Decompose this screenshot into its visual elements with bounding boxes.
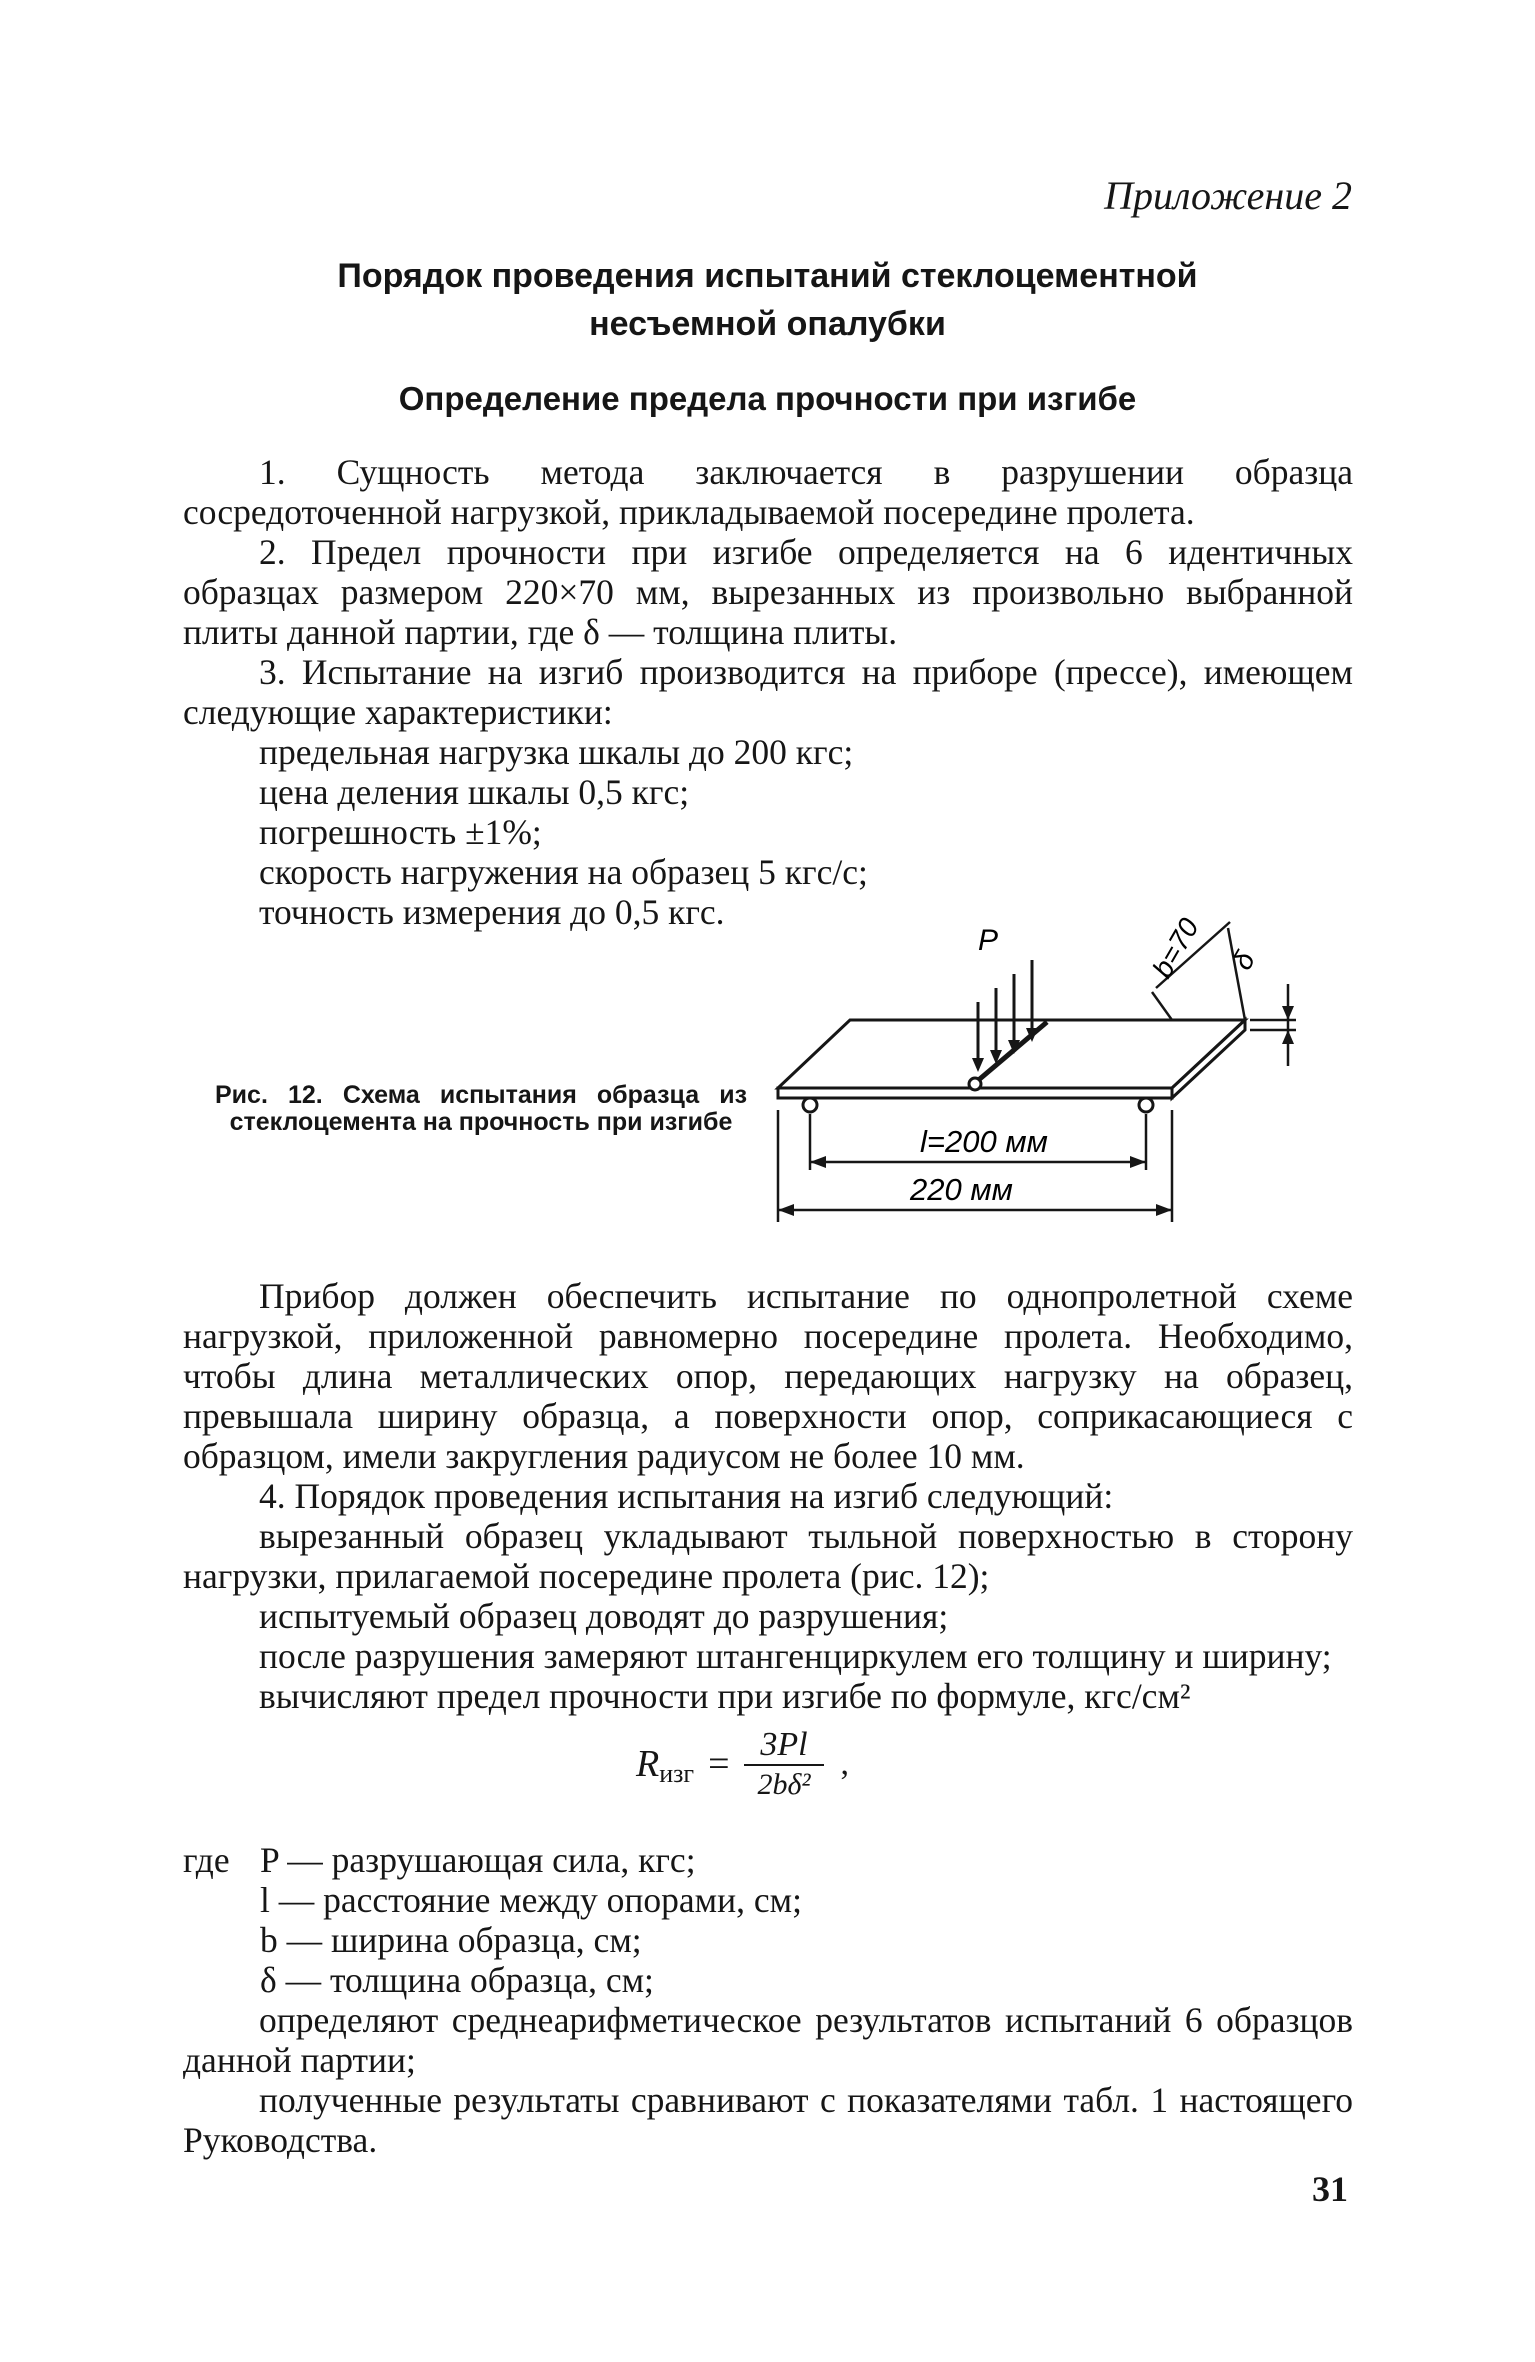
dim-ext-width-2 bbox=[1228, 928, 1245, 1020]
step-item: испытуемый образец доводят до разрушения; bbox=[259, 1596, 949, 1636]
formula-denominator: 2bδ² bbox=[744, 1764, 825, 1802]
paragraph-device: Прибор должен обеспечить испытание по однопролетной схеме нагрузкой, приложенной равномерно посередине пролета. Необходимо, чтобы длина металлических опор, передающих нагрузку на образец, превышала ширину образца, а поверхности опор, соприкасающиеся с образцом, имели закругления радиусом не более 10 мм. bbox=[183, 1276, 1353, 1476]
formula-trail: , bbox=[840, 1745, 849, 1782]
formula-fraction bbox=[744, 1726, 825, 1802]
formula-lhs: R bbox=[636, 1743, 660, 1785]
label-b: b=70 bbox=[1146, 912, 1205, 983]
label-span: l=200 мм bbox=[920, 1124, 1048, 1159]
formula-equals: = bbox=[708, 1743, 730, 1785]
page-number: 31 bbox=[1312, 2169, 1348, 2209]
right-support bbox=[1139, 1098, 1153, 1112]
formula-lhs-sub: изг bbox=[659, 1759, 695, 1788]
spec-item: точность измерения до 0,5 кгс. bbox=[259, 892, 725, 932]
paragraph-3: 3. Испытание на изгиб производится на приборе (прессе), имеющем следующие характеристики: bbox=[183, 652, 1353, 732]
load-bar-end bbox=[969, 1078, 981, 1090]
label-total: 220 мм bbox=[910, 1172, 1013, 1207]
formula-numerator: 3Pl bbox=[760, 1726, 808, 1763]
title-line-1: Порядок проведения испытаний стеклоцементной bbox=[337, 257, 1198, 295]
figure-caption: Рис. 12. Схема испытания образца из стеклоцемента на прочность при изгибе bbox=[215, 1081, 747, 1136]
paragraph-2: 2. Предел прочности при изгибе определяется на 6 идентичных образцах размером 220×70 мм, вырезанных из произвольно выбранной плиты данной партии, где δ — толщина плиты. bbox=[183, 532, 1353, 652]
spec-item: предельная нагрузка шкалы до 200 кгс; bbox=[259, 732, 854, 772]
dim-ext-width-1 bbox=[1152, 992, 1172, 1020]
spec-item: скорость нагружения на образец 5 кгс/с; bbox=[259, 852, 868, 892]
appendix-label: Приложение 2 bbox=[1104, 173, 1352, 218]
label-delta: δ bbox=[1226, 946, 1261, 975]
closing-item: полученные результаты сравнивают с показателями табл. 1 настоящего Руководства. bbox=[183, 2080, 1353, 2160]
step-item: вырезанный образец укладывают тыльной поверхностью в сторону нагрузки, прилагаемой посередине пролета (рис. 12); bbox=[183, 1516, 1353, 1596]
where-list bbox=[260, 1840, 802, 2000]
steps-list bbox=[183, 1516, 1353, 1716]
closing-item: определяют среднеарифметическое результатов испытаний 6 образцов данной партии; bbox=[183, 2000, 1353, 2080]
label-p: P bbox=[978, 924, 999, 957]
paragraph-4: 4. Порядок проведения испытания на изгиб следующий: bbox=[259, 1476, 1114, 1516]
where-item: P — разрушающая сила, кгс; bbox=[260, 1840, 696, 1880]
spec-item: погрешность ±1%; bbox=[259, 812, 542, 852]
page-title bbox=[150, 252, 1385, 348]
paragraph-1: 1. Сущность метода заключается в разрушении образца сосредоточенной нагрузкой, прикладываемой посередине пролета. bbox=[183, 452, 1353, 532]
where-label: где bbox=[183, 1840, 230, 1880]
step-item: вычисляют предел прочности при изгибе по формуле, кгс/см² bbox=[259, 1676, 1191, 1716]
bending-test-diagram bbox=[760, 900, 1320, 1230]
step-item: после разрушения замеряют штангенциркулем его толщину и ширину; bbox=[259, 1636, 1332, 1676]
where-item: l — расстояние между опорами, см; bbox=[260, 1880, 802, 1920]
formula bbox=[636, 1726, 849, 1802]
closing-list bbox=[183, 2000, 1353, 2160]
where-item: δ — толщина образца, см; bbox=[260, 1960, 654, 2000]
section-subtitle: Определение предела прочности при изгибе bbox=[398, 380, 1137, 417]
left-support bbox=[803, 1098, 817, 1112]
spec-item: цена деления шкалы 0,5 кгс; bbox=[259, 772, 690, 812]
where-item: b — ширина образца, см; bbox=[260, 1920, 642, 1960]
title-line-2: несъемной опалубки bbox=[589, 305, 946, 343]
